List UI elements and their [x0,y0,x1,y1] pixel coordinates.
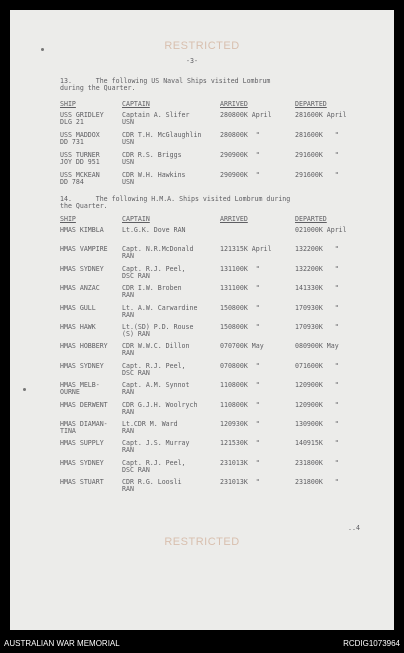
cell-ship: HMAS DIAMAN- TINA [60,420,108,435]
cell-departed: 132200K " [295,245,339,254]
cell-arrived: 280800K " [220,131,260,139]
cell-ship: HMAS DERWENT [60,400,108,409]
cell-arrived: 290900K " [220,151,260,159]
cell-departed: 170930K " [295,303,339,312]
cell-departed: 231800K " [295,458,339,467]
cell-departed: 130900K " [295,420,339,428]
cell-departed: 021000K April [295,226,347,234]
us-header-departed: DEPARTED [295,100,327,108]
cell-ship: HMAS SUPPLY [60,439,104,448]
cell-ship: HMAS HAWK [60,323,96,331]
section-14-title: 14. The following H.M.A. Ships visited Lombrum during the Quarter. [60,195,291,210]
cell-captain: Capt. R.J. Peel, DSC RAN [122,361,186,377]
section-13-title: 13. The following US Naval Ships visited Lombrum during the Quarter. [60,77,271,92]
page-number: -3- [186,57,198,65]
cell-captain: Captain A. Slifer USN [122,111,190,126]
us-header-ship: SHIP [60,100,76,108]
cell-ship: HMAS MELB- OURNE [60,381,100,397]
cell-captain: Capt. R.J. Peel, DSC RAN [122,458,186,474]
footer-bar [0,633,404,653]
cell-arrived: 121315K April [220,245,272,254]
cell-captain: Capt. N.R.McDonald RAN [122,245,194,261]
cell-departed: 080900K May [295,342,339,351]
cell-departed: 140915K " [295,439,339,448]
cell-departed: 291600K " [295,151,339,159]
cell-arrived: 070800K " [220,361,260,370]
cell-departed: 071600K " [295,361,339,370]
cell-arrived: 150800K " [220,323,260,331]
cell-captain: CDR I.W. Broben RAN [122,284,182,300]
cell-arrived: 150800K " [220,303,260,312]
cell-ship: USS MADDOX DD 731 [60,131,100,146]
footer-left: AUSTRALIAN WAR MEMORIAL [4,639,120,648]
cell-departed: 281600K " [295,131,339,139]
cell-captain: Lt.CDR M. Ward RAN [122,420,178,435]
cell-captain: CDR R.G. Loosli RAN [122,478,182,494]
cell-departed: 120900K " [295,400,339,409]
cell-arrived: 131100K " [220,264,260,273]
cell-ship: HMAS HOBBERY [60,342,108,351]
cell-captain: Capt. A.M. Synnot RAN [122,381,190,397]
cell-departed: 170930K " [295,323,339,331]
ran-header-arrived: ARRIVED [220,215,248,223]
ran-header-captain: CAPTAIN [122,215,150,223]
cell-captain: CDR G.J.H. Woolrych RAN [122,400,198,416]
cell-captain: Capt. R.J. Peel, DSC RAN [122,264,186,280]
cell-arrived: 110800K " [220,381,260,390]
cell-arrived: 131100K " [220,284,260,293]
cell-ship: USS GRIDLEY DLG 21 [60,111,104,126]
cell-ship: HMAS KIMBLA [60,226,104,234]
cell-captain: CDR T.H. McGlaughlin USN [122,131,202,146]
cell-ship: HMAS SYDNEY [60,361,104,370]
cell-captain: Capt. J.S. Murray RAN [122,439,190,455]
cell-captain: Lt.(SD) P.D. Rouse (S) RAN [122,323,194,338]
restricted-stamp-bottom: RESTRICTED [164,536,240,548]
cell-arrived: 070700K May [220,342,264,351]
cell-departed: 281600K April [295,111,347,119]
punch-mark [41,48,44,51]
cell-ship: HMAS VAMPIRE [60,245,108,254]
footer-right: RCDIG1073964 [343,639,400,648]
cell-captain: CDR R.S. Briggs USN [122,151,182,166]
cell-ship: USS TURNER JOY DD 951 [60,151,100,166]
cell-captain: CDR W.W.C. Dillon RAN [122,342,190,358]
cell-ship: HMAS GULL [60,303,96,312]
continuation-mark: ..4 [348,524,360,532]
cell-ship: HMAS STUART [60,478,104,487]
cell-ship: USS MCKEAN DD 784 [60,171,100,186]
cell-ship: HMAS SYDNEY [60,458,104,467]
us-header-arrived: ARRIVED [220,100,248,108]
cell-arrived: 231013K " [220,478,260,487]
cell-arrived: 120930K " [220,420,260,428]
cell-arrived: 231013K " [220,458,260,467]
cell-arrived: 121530K " [220,439,260,448]
ran-header-ship: SHIP [60,215,76,223]
cell-departed: 141330K " [295,284,339,293]
punch-mark [23,388,26,391]
cell-departed: 291600K " [295,171,339,179]
cell-ship: HMAS ANZAC [60,284,100,293]
cell-ship: HMAS SYDNEY [60,264,104,273]
cell-arrived: 110800K " [220,400,260,409]
cell-captain: CDR W.H. Hawkins USN [122,171,186,186]
ran-header-departed: DEPARTED [295,215,327,223]
cell-captain: Lt.G.K. Dove RAN [122,226,186,234]
us-header-captain: CAPTAIN [122,100,150,108]
cell-arrived: 290900K " [220,171,260,179]
cell-departed: 231800K " [295,478,339,487]
cell-arrived: 280800K April [220,111,272,119]
document-page [10,10,394,630]
restricted-stamp-top: RESTRICTED [164,40,240,52]
cell-departed: 120900K " [295,381,339,390]
cell-departed: 132200K " [295,264,339,273]
cell-captain: Lt. A.W. Carwardine RAN [122,303,198,319]
